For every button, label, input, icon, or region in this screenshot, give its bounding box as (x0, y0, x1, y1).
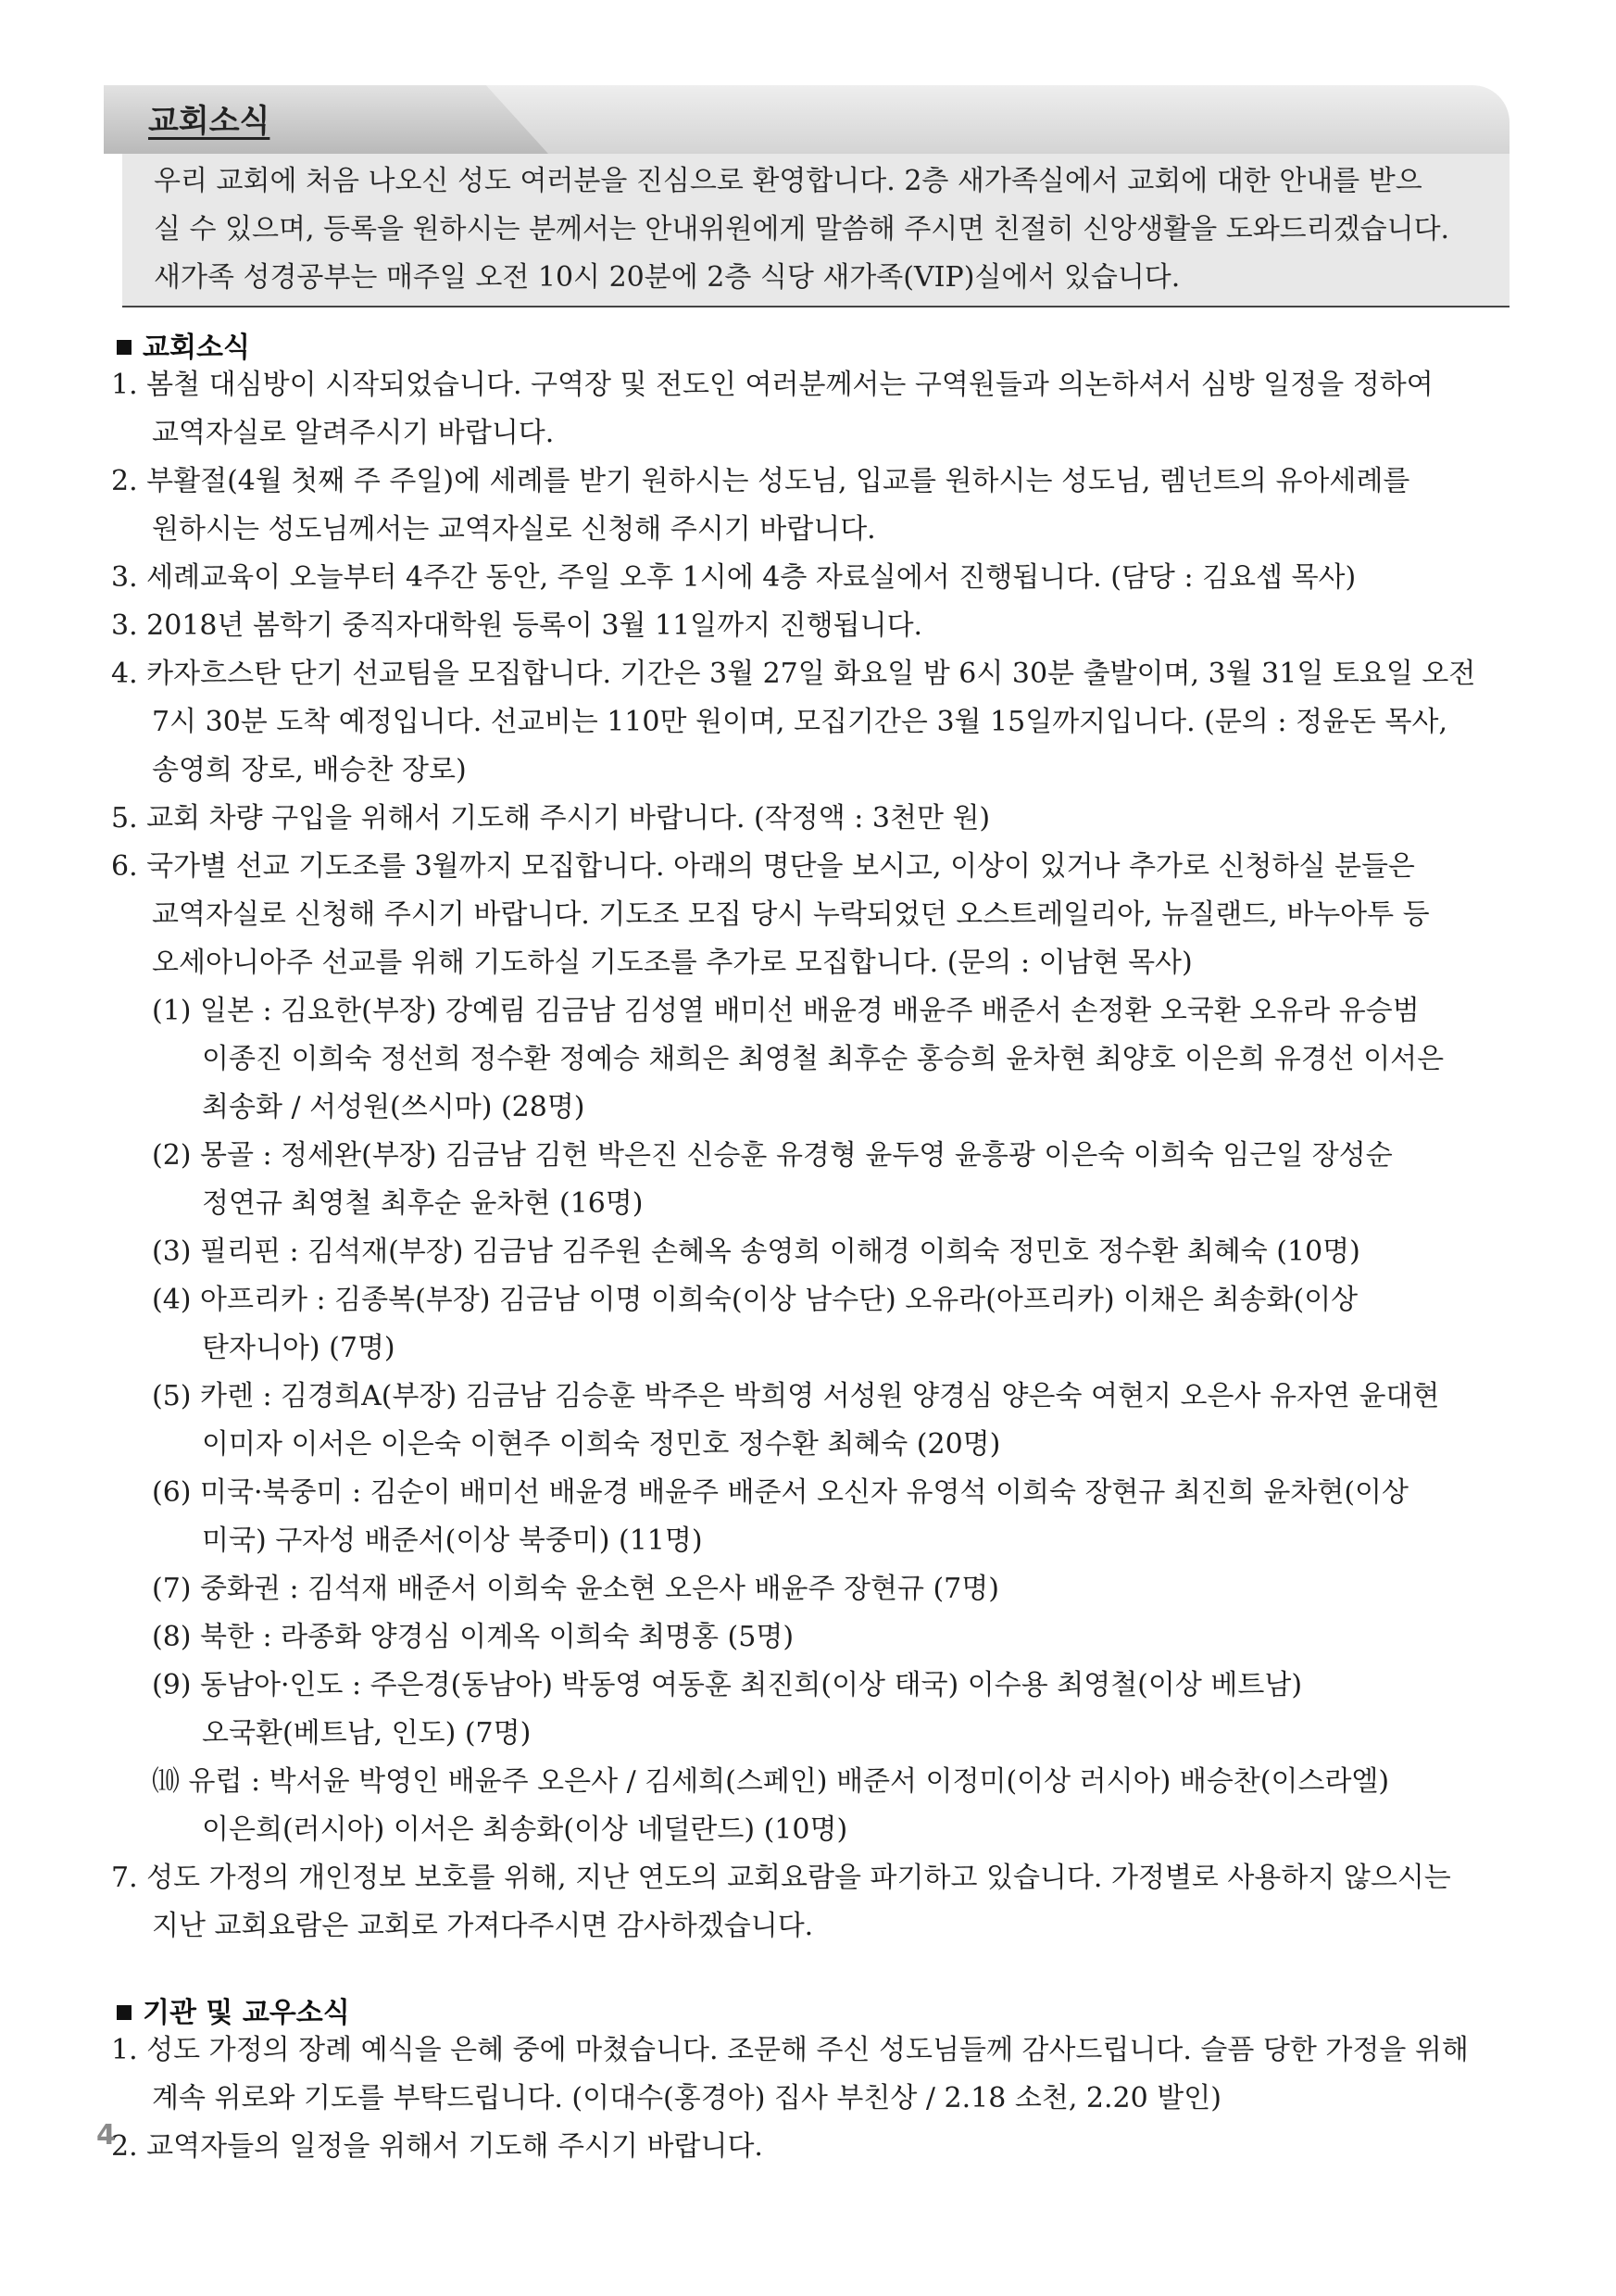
member-news-line: 2. 교역자들의 일정을 위해서 기도해 주시기 바랍니다. (111, 2130, 763, 2163)
prayer-group-line: 최송화 / 서성원(쓰시마) (28명) (202, 1091, 585, 1123)
news-line: 3. 세례교육이 오늘부터 4주간 동안, 주일 오후 1시에 4층 자료실에서 진행됩니다. (담당 : 김요셉 목사) (111, 561, 1357, 594)
welcome-line: 실 수 있으며, 등록을 원하시는 분께서는 안내위원에게 말씀해 주시면 친절히 신앙생활을 도와드리겠습니다. (154, 213, 1450, 245)
news-line: 5. 교회 차량 구입을 위해서 기도해 주시기 바랍니다. (작정액 : 3천만 원) (111, 802, 991, 834)
news-line: 원하시는 성도님께서는 교역자실로 신청해 주시기 바랍니다. (152, 513, 876, 546)
prayer-group-line: (1) 일본 : 김요한(부장) 강예림 김금남 김성열 배미선 배윤경 배윤주 배준서 손정환 오국환 오유라 유승범 (152, 995, 1420, 1027)
prayer-group-line: (3) 필리핀 : 김석재(부장) 김금남 김주원 손혜옥 송영희 이해경 이희숙 정민호 정수환 최혜숙 (10명) (152, 1236, 1360, 1268)
prayer-group-line: 이미자 이서은 이은숙 이현주 이희숙 정민호 정수환 최혜숙 (20명) (202, 1428, 1001, 1461)
news-line: 6. 국가별 선교 기도조를 3월까지 모집합니다. 아래의 명단을 보시고, 이상이 있거나 추가로 신청하실 분들은 (111, 850, 1415, 883)
prayer-group-line: 미국) 구자성 배준서(이상 북중미) (11명) (202, 1524, 703, 1557)
member-news-line: 계속 위로와 기도를 부탁드립니다. (이대수(홍경아) 집사 부친상 / 2.18 소천, 2.20 발인) (152, 2082, 1221, 2114)
square-bullet-icon (117, 340, 132, 355)
prayer-group-line: (8) 북한 : 라종화 양경심 이계옥 이희숙 최명홍 (5명) (152, 1621, 795, 1653)
page-title: 교회소식 (148, 103, 270, 140)
news-line: 송영희 장로, 배승찬 장로) (152, 754, 467, 786)
news-line: 1. 봄철 대심방이 시작되었습니다. 구역장 및 전도인 여러분께서는 구역원들과 의논하셔서 심방 일정을 정하여 (111, 369, 1434, 401)
section-heading-church-news (117, 324, 250, 365)
section-heading-member-news (117, 1989, 350, 2030)
prayer-group-line: 탄자니아) (7명) (202, 1332, 395, 1364)
news-line: 4. 카자흐스탄 단기 선교팀을 모집합니다. 기간은 3월 27일 화요일 밤 6시 30분 출발이며, 3월 31일 토요일 오전 (111, 658, 1476, 690)
welcome-line: 우리 교회에 처음 나오신 성도 여러분을 진심으로 환영합니다. 2층 새가족실에서 교회에 대한 안내를 받으 (154, 165, 1422, 197)
page-number: 4 (96, 2119, 116, 2152)
prayer-group-line: (5) 카렌 : 김경희A(부장) 김금남 김승훈 박주은 박희영 서성원 양경심 양은숙 여현지 오은사 유자연 윤대현 (152, 1380, 1440, 1412)
news-line: 7시 30분 도착 예정입니다. 선교비는 110만 원이며, 모집기간은 3월 15일까지입니다. (문의 : 정윤돈 목사, (152, 706, 1447, 738)
prayer-group-line: ⑽ 유럽 : 박서윤 박영인 배윤주 오은사 / 김세희(스페인) 배준서 이정미(이상 러시아) 배승찬(이스라엘) (152, 1765, 1390, 1798)
prayer-group-line: 이은희(러시아) 이서은 최송화(이상 네덜란드) (10명) (202, 1813, 848, 1846)
news-line: 교역자실로 알려주시기 바랍니다. (152, 417, 555, 449)
prayer-group-line: (6) 미국·북중미 : 김순이 배미선 배윤경 배윤주 배준서 오신자 유영석 이희숙 장현규 최진희 윤차현(이상 (152, 1476, 1409, 1509)
member-news-line: 1. 성도 가정의 장례 예식을 은혜 중에 마쳤습니다. 조문해 주신 성도님들께 감사드립니다. 슬픔 당한 가정을 위해 (111, 2034, 1469, 2066)
news-line: 7. 성도 가정의 개인정보 보호를 위해, 지난 연도의 교회요람을 파기하고 있습니다. 가정별로 사용하지 않으시는 (111, 1862, 1451, 1894)
prayer-group-line: (4) 아프리카 : 김종복(부장) 김금남 이명 이희숙(이상 남수단) 오유라(아프리카) 이채은 최송화(이상 (152, 1284, 1359, 1316)
news-line: 지난 교회요람은 교회로 가져다주시면 감사하겠습니다. (152, 1910, 814, 1942)
news-line: 오세아니아주 선교를 위해 기도하실 기도조를 추가로 모집합니다. (문의 : 이남현 목사) (152, 947, 1193, 979)
news-line: 3. 2018년 봄학기 중직자대학원 등록이 3월 11일까지 진행됩니다. (111, 609, 923, 642)
section-heading-label: 기관 및 교우소식 (143, 1997, 350, 2029)
prayer-group-line: 오국환(베트남, 인도) (7명) (202, 1717, 532, 1750)
prayer-group-line: 정연규 최영철 최후순 윤차현 (16명) (202, 1187, 644, 1220)
section-heading-label: 교회소식 (143, 332, 250, 364)
welcome-line: 새가족 성경공부는 매주일 오전 10시 20분에 2층 식당 새가족(VIP)실에서 있습니다. (154, 261, 1181, 294)
square-bullet-icon (117, 2005, 132, 2020)
prayer-group-line: (9) 동남아·인도 : 주은경(동남아) 박동영 여동훈 최진희(이상 태국) 이수용 최영철(이상 베트남) (152, 1669, 1303, 1701)
prayer-group-line: 이종진 이희숙 정선희 정수환 정예승 채희은 최영철 최후순 홍승희 윤차현 최양호 이은희 유경선 이서은 (202, 1043, 1445, 1075)
news-line: 2. 부활절(4월 첫째 주 주일)에 세례를 받기 원하시는 성도님, 입교를 원하시는 성도님, 렘넌트의 유아세례를 (111, 465, 1410, 497)
prayer-group-line: (2) 몽골 : 정세완(부장) 김금남 김헌 박은진 신승훈 유경형 윤두영 윤흥광 이은숙 이희숙 임근일 장성순 (152, 1139, 1393, 1172)
news-line: 교역자실로 신청해 주시기 바랍니다. 기도조 모집 당시 누락되었던 오스트레일리아, 뉴질랜드, 바누아투 등 (152, 898, 1430, 931)
prayer-group-line: (7) 중화권 : 김석재 배준서 이희숙 윤소현 오은사 배윤주 장현규 (7명) (152, 1573, 999, 1605)
